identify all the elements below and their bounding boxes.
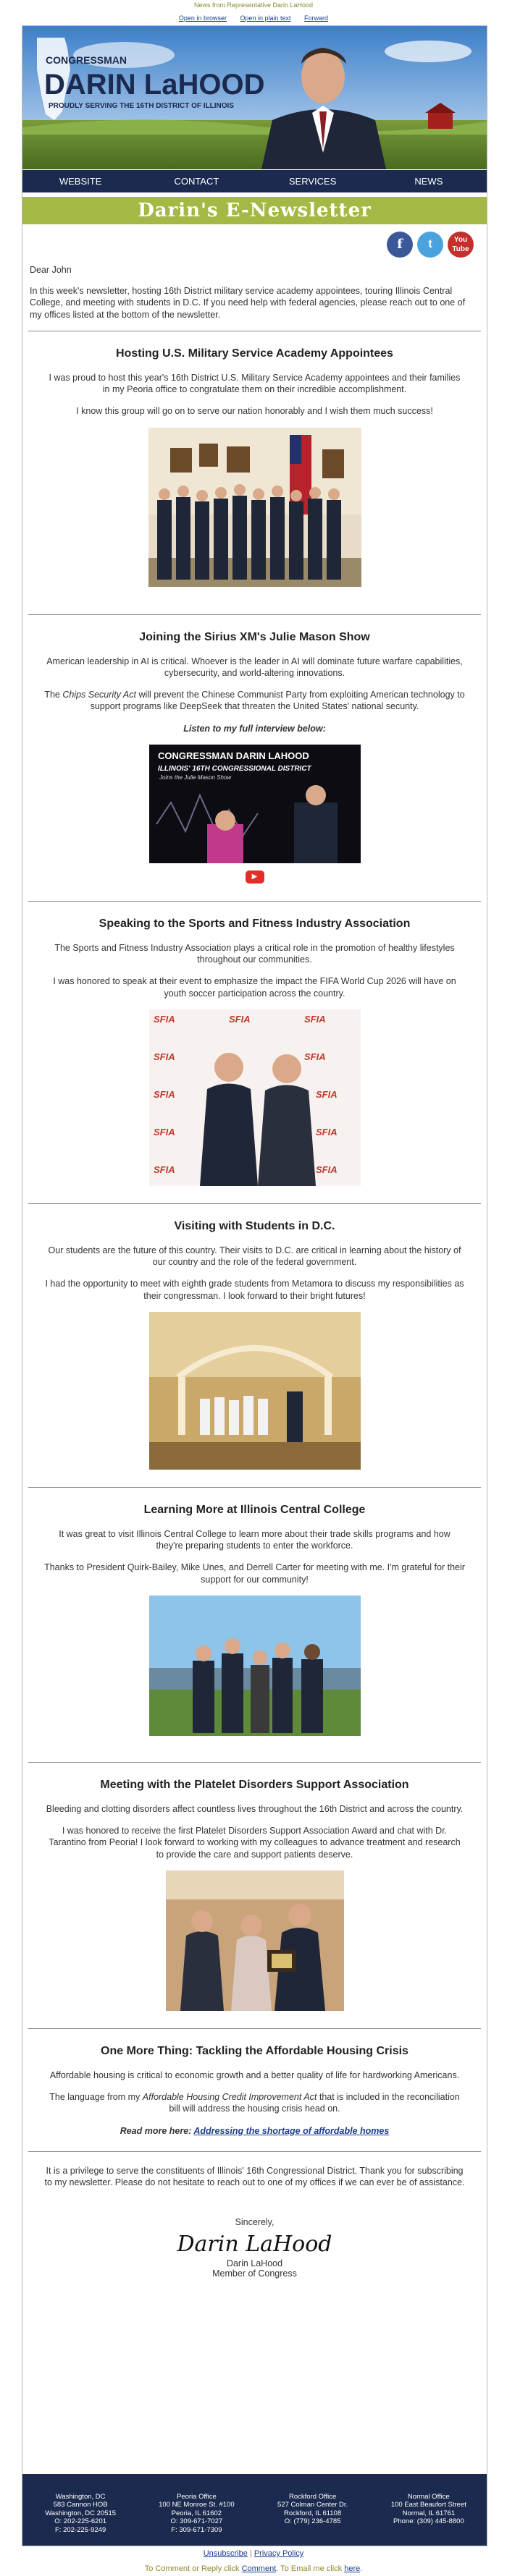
email-here-link[interactable]: here — [344, 2564, 361, 2573]
comment-row — [0, 2564, 507, 2573]
sfia-event-photo — [149, 1009, 361, 1186]
section-academy — [22, 331, 487, 614]
comment-link[interactable]: Comment — [241, 2564, 277, 2573]
divider — [28, 901, 481, 902]
nav-news[interactable]: NEWS — [414, 176, 443, 187]
text: The — [44, 690, 63, 700]
privacy-policy-link[interactable]: Privacy Policy — [254, 2549, 304, 2558]
office-line: 583 Cannon HOB — [53, 2501, 108, 2509]
section-paragraph: Bleeding and clotting disorders affect countless lives throughout the 16th District and across the country. — [46, 1803, 464, 1814]
office-name: Peoria Office — [177, 2493, 217, 2501]
unsubscribe-row — [0, 2549, 507, 2558]
section-paragraph: Affordable housing is critical to economic growth and a better quality of life for hardworking Americans. — [49, 2069, 460, 2080]
academy-group-photo — [148, 428, 361, 587]
backdrop-logo: SFIA — [153, 1164, 175, 1175]
section-title: Learning More at Illinois Central College — [143, 1503, 366, 1516]
unsubscribe-link[interactable]: Unsubscribe — [203, 2549, 248, 2558]
section-sfia — [22, 901, 487, 1203]
section-housing — [22, 2028, 487, 2151]
nav-services[interactable]: SERVICES — [288, 176, 337, 187]
students-photo — [149, 1312, 361, 1470]
icc-visit-photo — [149, 1596, 361, 1736]
thumb-subtitle: ILLINOIS' 16TH CONGRESSIONAL DISTRICT — [157, 764, 311, 773]
office-name: Normal Office — [407, 2493, 450, 2501]
backdrop-logo: SFIA — [228, 1013, 251, 1025]
text: The language from my — [49, 2092, 143, 2102]
facebook-icon[interactable]: f — [387, 232, 413, 258]
backdrop-logo: SFIA — [303, 1013, 326, 1025]
section-platelet — [22, 1762, 487, 2028]
play-button-row — [22, 869, 487, 884]
signer-role: Member of Congress — [212, 2268, 297, 2279]
office-line: F: 309-671-7309 — [171, 2525, 222, 2534]
office-name: Rockford Office — [288, 2493, 337, 2501]
open-in-browser-link[interactable]: Open in browser — [178, 14, 227, 22]
backdrop-logo: SFIA — [153, 1126, 175, 1137]
office-line: O: (779) 236-4785 — [284, 2517, 341, 2526]
preheader-links — [0, 14, 507, 22]
banner-subtitle: PROUDLY SERVING THE 16TH DISTRICT OF ILLINOIS — [49, 102, 234, 110]
office-line: Phone: (309) 445-8800 — [393, 2517, 464, 2526]
nav-bar — [22, 170, 487, 192]
section-closing — [22, 2151, 487, 2279]
newsletter-frame — [22, 25, 487, 2546]
office-rockford — [255, 2474, 371, 2546]
section-paragraph: Our students are the future of this country. Their visits to D.C. are critical in learning about the history of our country and the role of the federal government. — [48, 1245, 461, 1267]
banner-congressman: CONGRESSMAN — [46, 54, 127, 66]
banner-graphic — [22, 26, 487, 169]
section-title: Speaking to the Sports and Fitness Industry Association — [99, 917, 411, 930]
office-line: 100 NE Monroe St. #100 — [159, 2501, 235, 2509]
chips-act-title: Chips Security Act — [62, 690, 136, 700]
separator: | — [247, 2549, 254, 2558]
affordable-housing-link[interactable]: Addressing the shortage of affordable homes — [193, 2125, 390, 2136]
section-paragraph: I know this group will go on to serve our nation honorably and I wish them much success! — [76, 406, 433, 417]
intro-paragraph: In this week's newsletter, hosting 16th District military service academy appointees, touring Illinois Central College, and meeting with students in D.C. If you need help with federal agencies, please reach out to one of my offices listed at the bottom of the newsletter. — [30, 286, 466, 320]
text: . — [360, 2564, 363, 2573]
youtube-play-icon[interactable]: ▶ — [246, 870, 264, 884]
office-normal — [371, 2474, 487, 2546]
section-paragraph: I was proud to host this year's 16th District U.S. Military Service Academy appointees and their families in my Peoria office to congratulate them on their incredible accomplishment. — [49, 372, 461, 394]
office-line: Normal, IL 61761 — [402, 2509, 456, 2517]
office-line: Rockford, IL 61108 — [284, 2509, 342, 2517]
section-title: Meeting with the Platelet Disorders Support Association — [100, 1778, 409, 1791]
bottom-links — [0, 2549, 507, 2573]
text: . To Email me click — [276, 2564, 345, 2573]
text: To Comment or Reply click — [144, 2564, 242, 2573]
office-line: F: 202-225-9249 — [55, 2525, 106, 2534]
nav-contact[interactable]: CONTACT — [174, 176, 219, 187]
signer-name: Darin LaHood — [226, 2258, 283, 2269]
cloud — [385, 41, 472, 62]
closing-paragraph: It is a privilege to serve the constituents of Illinois' 16th Congressional District. Thank you for subscribing to my newsletter. Please do not hesitate to reach out to one of my offices if we can ever be of assistance. — [44, 2165, 465, 2187]
barn — [428, 113, 453, 129]
text: will prevent the Chinese Communist Party from exploiting American technology to support programs like DeepSeek that threaten the United States' national security. — [90, 690, 465, 712]
section-paragraph: Thanks to President Quirk-Bailey, Mike Unes, and Derrell Carter for meeting with me. I'm grateful for their support for our community! — [44, 1562, 465, 1585]
divider — [28, 2151, 481, 2152]
section-paragraph: It was great to visit Illinois Central College to learn more about their trade skills programs and how they're preparing students to enter the workforce. — [59, 1528, 451, 1551]
housing-act-title: Affordable Housing Credit Improvement Act — [142, 2092, 317, 2102]
nav-website[interactable]: WEBSITE — [59, 176, 102, 187]
social-links — [387, 232, 474, 258]
section-paragraph — [44, 689, 465, 713]
open-in-plain-text-link[interactable]: Open in plain text — [240, 14, 291, 22]
preheader — [0, 0, 507, 22]
section-paragraph: American leadership in AI is critical. Whoever is the leader in AI will dominate future warfare capabilities, cybersecurity, and world-altering innovations. — [46, 656, 463, 678]
greeting: Dear John — [30, 265, 72, 275]
divider — [28, 1487, 481, 1488]
office-washington — [22, 2474, 138, 2546]
section-title: Hosting U.S. Military Service Academy Appointees — [116, 347, 393, 360]
section-title: One More Thing: Tackling the Affordable Housing Crisis — [101, 2044, 408, 2057]
thumb-show: Joins the Julie Mason Show — [159, 774, 231, 781]
forward-link[interactable]: Forward — [304, 14, 329, 22]
section-paragraph: I had the opportunity to meet with eighth grade students from Metamora to discuss my responsibilities as their congressman. I look forward to their bright futures! — [45, 1279, 464, 1301]
section-paragraph: The Sports and Fitness Industry Association plays a critical role in the promotion of healthy lifestyles throughout our communities. — [54, 942, 455, 965]
divider — [28, 1203, 481, 1204]
backdrop-logo: SFIA — [315, 1164, 338, 1175]
office-line: Washington, DC 20515 — [45, 2509, 117, 2517]
preheader-note: News from Representative Darin LaHood — [193, 1, 314, 9]
signature: Darin LaHood — [177, 2232, 332, 2258]
thumb-title: CONGRESSMAN DARIN LAHOOD — [157, 750, 309, 761]
platelet-award-photo — [166, 1870, 344, 2011]
backdrop-logo: SFIA — [153, 1013, 175, 1025]
header-banner — [22, 26, 487, 169]
text: Listen to my full interview below: — [183, 723, 326, 734]
divider — [28, 2028, 481, 2029]
section-title: Visiting with Students in D.C. — [174, 1219, 335, 1232]
sincerely: Sincerely, — [235, 2217, 275, 2228]
office-line: 527 Colman Center Dr. — [277, 2501, 348, 2509]
section-title: Joining the Sirius XM's Julie Mason Show — [139, 630, 370, 643]
section-paragraph — [44, 2091, 465, 2115]
backdrop-logo: SFIA — [153, 1088, 175, 1100]
office-line: Peoria, IL 61602 — [171, 2509, 222, 2517]
read-more-label: Read more here: — [120, 2125, 194, 2136]
section-icc — [22, 1487, 487, 1762]
newsletter-content — [22, 265, 487, 2279]
backdrop-logo: SFIA — [315, 1126, 338, 1137]
divider — [28, 1762, 481, 1763]
backdrop-logo: SFIA — [303, 1051, 326, 1062]
office-line: 100 East Beaufort Street — [390, 2501, 466, 2509]
office-line: O: 309-671-7027 — [170, 2517, 223, 2526]
office-name: Washington, DC — [55, 2493, 106, 2501]
office-peoria — [138, 2474, 254, 2546]
read-more-line — [44, 2125, 465, 2137]
twitter-icon[interactable]: t — [417, 232, 443, 258]
interview-video-thumbnail[interactable] — [149, 745, 361, 863]
section-sirius — [22, 614, 487, 901]
youtube-icon[interactable]: You Tube — [448, 232, 474, 258]
office-line: O: 202-225-6201 — [54, 2517, 107, 2526]
divider — [28, 614, 481, 615]
enewsletter-title: Darin's E-Newsletter — [22, 197, 487, 224]
office-footer — [22, 2474, 487, 2546]
section-paragraph: I was honored to receive the first Platelet Disorders Support Association Award and chat with Dr. Tarantino from Peoria! I look forward to working with my colleagues to advance treatment and research to provide the care and support patients deserve. — [49, 1826, 461, 1860]
section-students — [22, 1203, 487, 1487]
backdrop-logo: SFIA — [315, 1088, 338, 1100]
banner-name: DARIN LaHOOD — [44, 69, 265, 101]
text: that is included in the reconciliation bill will address the housing crisis head on. — [169, 2092, 460, 2114]
signoff — [22, 2217, 487, 2279]
backdrop-logo: SFIA — [153, 1051, 175, 1062]
section-paragraph: I was honored to speak at their event to emphasize the impact the FIFA World Cup 2026 will have on youth soccer participation across the country. — [53, 976, 456, 999]
listen-label — [44, 723, 465, 734]
